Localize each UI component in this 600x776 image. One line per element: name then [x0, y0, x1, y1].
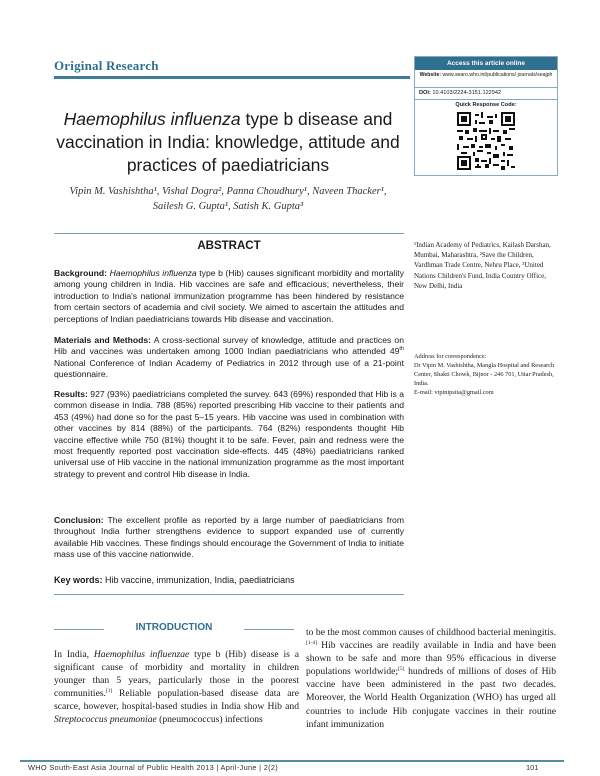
- background-label: Background:: [54, 268, 107, 278]
- footer-rule: [20, 760, 564, 762]
- results-label: Results:: [54, 389, 88, 399]
- introduction-heading: INTRODUCTION: [135, 622, 213, 633]
- access-website: [419, 72, 553, 79]
- title-rest: type b disease and vaccination in India: knowledge, attitude and practices of paediatricians: [56, 109, 400, 175]
- access-box: [414, 56, 558, 176]
- authors-line-1: Vipin M. Vashishtha¹, Vishal Dogra², Panna Choudhury¹, Naveen Thacker¹,: [69, 186, 387, 197]
- abstract-methods: [54, 335, 404, 381]
- title-organism: Haemophilus influenza: [63, 109, 241, 129]
- abstract-heading: ABSTRACT: [197, 240, 261, 252]
- authors: [48, 184, 408, 214]
- results-text: 927 (93%) paediatricians completed the survey. 643 (69%) responded that Hib is a common disease in India. 788 (85%) reported prescribing Hib vaccine to their patients and 453 (49%) had done so for the past 5–15 years. Hib vaccine was used in combination with other vaccines by 814 (88%) of the participants. 764 (82%) respondents thought Hib vaccine effective while 750 (81%) thought it to be safe. Fever, pain and redness were the most frequently reported post vaccination side-effects. 445 (48%) paediatricians ranked universal use of Hib vaccine in the national immunization programme as the most important strategy to prevent and control Hib disease in India.: [54, 389, 404, 479]
- abstract-background: [54, 268, 404, 325]
- divider: [244, 629, 294, 630]
- qr-label: Quick Response Code:: [455, 102, 517, 108]
- correspondence: [414, 352, 556, 397]
- keywords: [54, 575, 404, 586]
- abstract-bottom-rule: [54, 594, 404, 595]
- introduction-right-column: [306, 626, 556, 731]
- intro-text: (pneumococcus) infections: [156, 714, 263, 726]
- divider: [415, 87, 557, 88]
- correspondence-label: Address for correspondence:: [414, 353, 487, 360]
- intro-text: Reliable population-based disease data are scarce, however, hospital-based studies in India show Hib and: [54, 688, 299, 713]
- keywords-text: Hib vaccine, immunization, India, paediatricians: [102, 575, 295, 585]
- intro-text: hundreds of millions of doses of Hib vaccine have been administered in the past two decades. Moreover, the World Health Organization (WHO) has urged all countries to include Hib conjugate vaccines in their routine infant immunization: [306, 666, 556, 730]
- citation[interactable]: [5]: [398, 666, 405, 673]
- page-number: 101: [526, 763, 539, 772]
- background-organism: Haemophilus influenza: [109, 268, 197, 278]
- introduction-left-column: [54, 648, 299, 727]
- intro-text: Hib vaccines are readily available in India and have been shown to be safe and more than 95% efficacious in diverse populations worldwide;: [306, 640, 556, 678]
- intro-text: to be the most common causes of childhood bacterial meningitis.: [306, 627, 556, 638]
- introduction-heading-block: [54, 622, 294, 636]
- affiliations: ¹Indian Academy of Pediatrics, Kailash Darshan, Mumbai, Maharashtra, ²Save the Children, Vardhman Trade Centre, Nehru Place, ³United Nations Children's Fund, India Country Office, New Delhi, India: [414, 241, 551, 290]
- methods-text-a: A cross-sectional survey of knowledge, attitude and practices on Hib and vaccines was undertaken among 1000 Indian paediatricians who attended 49: [54, 335, 404, 357]
- intro-organism: Streptococcus pneumoniae: [54, 714, 157, 726]
- footer-journal: WHO South-East Asia Journal of Public Health 2013 | April-June | 2(2): [28, 763, 279, 772]
- qr-code-icon[interactable]: [457, 112, 515, 170]
- conclusion-text: The excellent profile as reported by a large number of paediatricians from throughout India further strengthens evidence to support expanded use of currently available Hib vaccines. These findings should encourage the Government of India to initiate mass use of this vaccine nationwide.: [54, 515, 404, 560]
- abstract-results: [54, 389, 404, 480]
- intro-organism: Haemophilus influenzae: [93, 649, 190, 660]
- correspondence-address: Dr Vipin M. Vashishtha, Mangla Hospital and Research Center, Shakti Chowk, Bijnor - 246 701, Uttar Pradesh, India.: [414, 362, 555, 387]
- divider: [415, 99, 557, 100]
- background-text: type b (Hib) causes significant morbidity and mortality among young children in India. Hib vaccines are safe and efficacious; nevertheless, their introduction to India's national immunization programme has been hindered by resistance from certain sectors of academia and civil society. We aimed to ascertain the attitudes and perceptions of Indian paediatricians towards Hib disease and vaccination.: [54, 268, 404, 324]
- website-url[interactable]: www.searo.who.int/publications/ journals/seajph: [442, 72, 553, 78]
- access-heading: Access this article online: [415, 57, 557, 70]
- methods-label: Materials and Methods:: [54, 335, 152, 345]
- authors-line-2: Sailesh G. Gupta¹, Satish K. Gupta³: [152, 201, 304, 212]
- abstract-top-rule: [54, 233, 404, 234]
- keywords-label: Key words:: [54, 575, 103, 585]
- abstract-conclusion: [54, 515, 404, 561]
- conclusion-label: Conclusion:: [54, 515, 104, 525]
- correspondence-email[interactable]: E-mail: vipinipsita@gmail.com: [414, 389, 494, 396]
- website-label: Website:: [419, 72, 442, 78]
- section-label: Original Research: [54, 58, 159, 73]
- access-doi: [419, 90, 553, 96]
- header-rule: [54, 76, 410, 79]
- article-title: [48, 108, 408, 177]
- doi-label: DOI:: [419, 90, 431, 96]
- methods-sup: th: [399, 346, 404, 353]
- intro-text: type b (Hib) disease is a significant cause of morbidity and mortality in children younger than 5 years, particularly those in the poorest communities.: [54, 649, 299, 700]
- intro-text: In India,: [54, 649, 94, 660]
- doi-value[interactable]: 10.4103/2224-3151.122942: [432, 90, 502, 96]
- methods-text-b: National Conference of Indian Academy of Pediatrics in 2012 through use of a 21-point questionnaire.: [54, 357, 404, 380]
- citation[interactable]: [1-4]: [306, 639, 317, 646]
- citation[interactable]: [1]: [105, 688, 113, 695]
